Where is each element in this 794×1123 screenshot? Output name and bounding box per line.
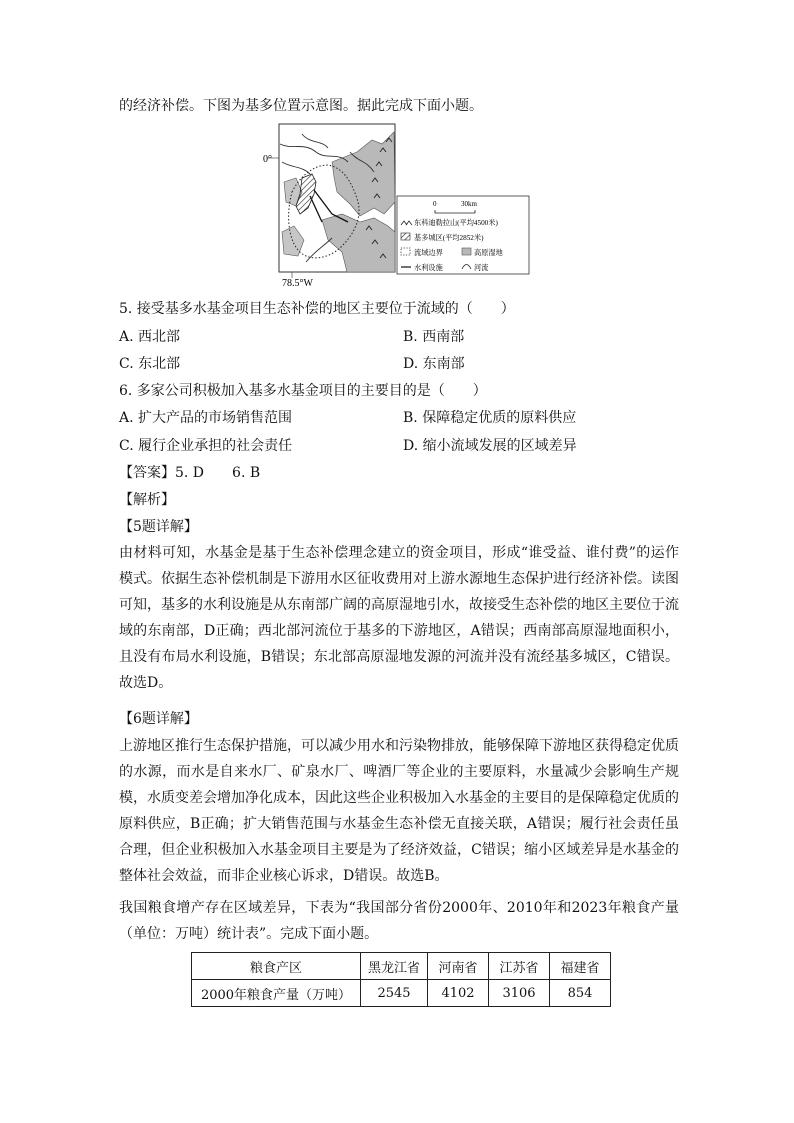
q5-option-d: D. 东南部 — [403, 356, 465, 372]
legend-city: 基多城区(平均2852米) — [414, 234, 484, 242]
legend-wetland: 高原湿地 — [474, 249, 503, 257]
wetland-legend-icon — [462, 248, 471, 255]
scale-label: 30km — [461, 200, 477, 208]
q6-option-c: C. 履行企业承担的社会责任 — [119, 438, 293, 454]
q5-option-c: C. 东北部 — [119, 356, 181, 372]
table-cell: 854 — [550, 980, 611, 1007]
table-header-cell: 黑龙江省 — [361, 953, 428, 980]
scale-zero: 0 — [433, 200, 437, 208]
city-legend-icon — [401, 233, 410, 240]
intro-text: 的经济补偿。下图为基多位置示意图。据此完成下面小题。 — [119, 98, 483, 114]
table-cell: 2000年粮食产量（万吨） — [192, 980, 361, 1007]
q5-stem: 5. 接受基多水基金项目生态补偿的地区主要位于流域的（ ） — [119, 301, 515, 317]
longitude-label: 78.5°W — [282, 278, 313, 289]
table-cell: 3106 — [489, 980, 550, 1007]
table-cell: 4102 — [428, 980, 489, 1007]
table-row — [192, 980, 611, 1007]
analysis-heading: 【解析】 — [119, 492, 175, 508]
q5-detail-heading: 【5题详解】 — [119, 519, 198, 535]
table-header-cell: 粮食产区 — [192, 953, 361, 980]
table-header-cell: 河南省 — [428, 953, 489, 980]
q6-detail-body: 上游地区推行生态保护措施，可以减少用水和污染物排放，能够保障下游地区获得稳定优质的水源，而水是自来水厂、矿泉水厂、啤酒厂等企业的主要原料，水量减少会影响生产规模，水质变差会增加净化成本，因此这些企业积极加入水基金的主要目的是保障稳定优质的原料供应，B正确；扩大销售范围与水基金生态补偿无直接关联，A错误；履行社会责任虽合理，但企业积极加入水基金项目主要是为了经济效益，C错误；缩小区域差异是水基金的整体社会效益，而非企业核心诉求，D错误。故选B。 — [119, 738, 679, 884]
q6-stem: 6. 多家公司积极加入基多水基金项目的主要目的是（ ） — [119, 383, 487, 399]
legend-mountain: 东科迪勒拉山(平均4500米) — [414, 219, 498, 227]
q6-option-a: A. 扩大产品的市场销售范围 — [119, 410, 293, 426]
q6-detail-heading: 【6题详解】 — [119, 711, 198, 727]
q5-option-a: A. 西北部 — [119, 329, 181, 345]
legend-boundary: 流域边界 — [414, 249, 443, 257]
quito-location-map — [262, 122, 532, 290]
latitude-label: 0° — [263, 154, 272, 165]
table-header-row — [192, 953, 611, 980]
legend-river: 河流 — [474, 264, 489, 272]
answer-line: 【答案】5. D 6. B — [119, 465, 261, 481]
q6-option-b: B. 保障稳定优质的原料供应 — [403, 410, 577, 426]
table-header-cell: 江苏省 — [489, 953, 550, 980]
q5-option-b: B. 西南部 — [403, 329, 465, 345]
table-cell: 2545 — [361, 980, 428, 1007]
legend-facility: 水利设施 — [414, 264, 443, 272]
q6-option-d: D. 缩小流域发展的区域差异 — [403, 438, 577, 454]
grain-output-table — [191, 952, 611, 1007]
table-header-cell: 福建省 — [550, 953, 611, 980]
q5-detail-body: 由材料可知，水基金是基于生态补偿理念建立的资金项目，形成“谁受益、谁付费”的运作模式。依据生态补偿机制是下游用水区征收费用对上游水源地生态保护进行经济补偿。读图可知，基多的水利设施是从东南部广阔的高原湿地引水，故接受生态补偿的地区主要位于流域的东南部，D正确；西北部河流位于基多的下游地区，A错误；西南部高原湿地面积小，且没有布局水利设施，B错误；东北部高原湿地发源的河流并没有流经基多城区，C错误。故选D。 — [119, 545, 679, 691]
grain-intro: 我国粮食增产存在区域差异，下表为“我国部分省份2000年、2010年和2023年粮食产量（单位：万吨）统计表”。完成下面小题。 — [119, 900, 679, 942]
